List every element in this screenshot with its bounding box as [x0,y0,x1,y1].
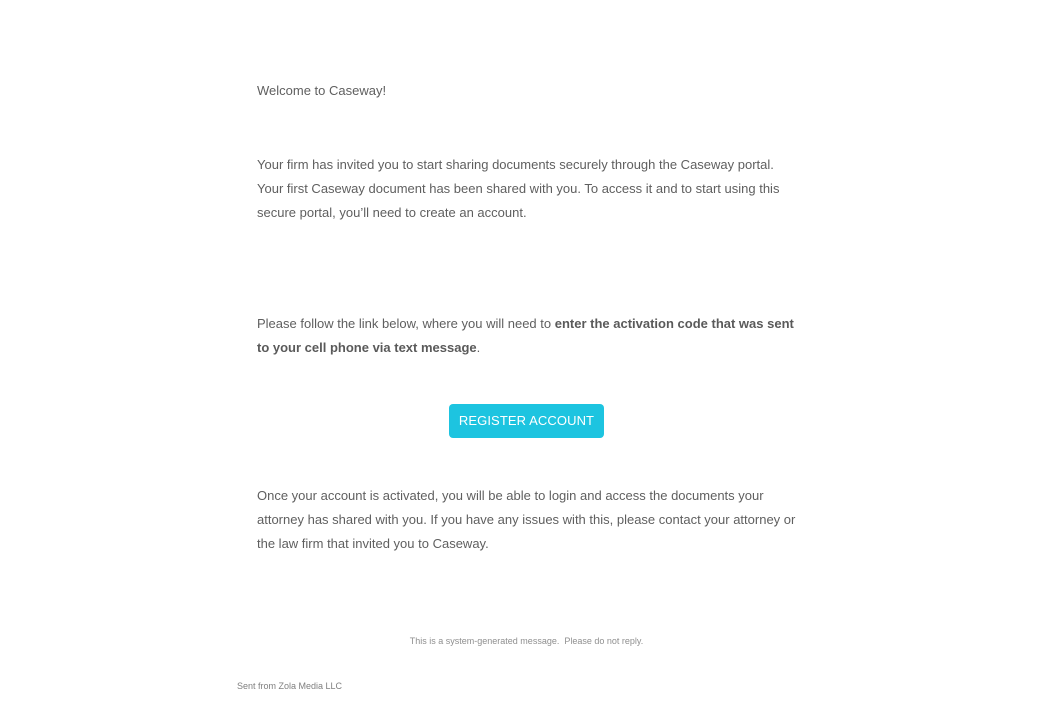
sent-from-footer: Sent from Zola Media LLC [237,681,343,691]
instructions-paragraph [257,312,802,360]
instructions-bold: enter the activation code that was sent to your cell phone via text message [257,316,794,355]
register-account-button[interactable]: REGISTER ACCOUNT [449,404,604,438]
closing-paragraph: Once your account is activated, you will be able to login and access the documents your attorney has shared with you. If you have any issues with this, please contact your attorney or the law firm that invited you to Caseway. [257,488,796,551]
instructions-prefix: Please follow the link below, where you will need to [257,316,555,331]
intro-paragraph: Your firm has invited you to start sharing documents securely through the Caseway portal. Your first Caseway document has been shared with you. To access it and to start using this secure portal, you’ll need to create an account. [257,157,780,220]
cta-container [257,404,796,438]
system-generated-note: This is a system-generated message. Please do not reply. [409,636,644,646]
greeting-text: Welcome to Caseway! [257,83,387,98]
instructions-suffix: . [476,340,481,355]
